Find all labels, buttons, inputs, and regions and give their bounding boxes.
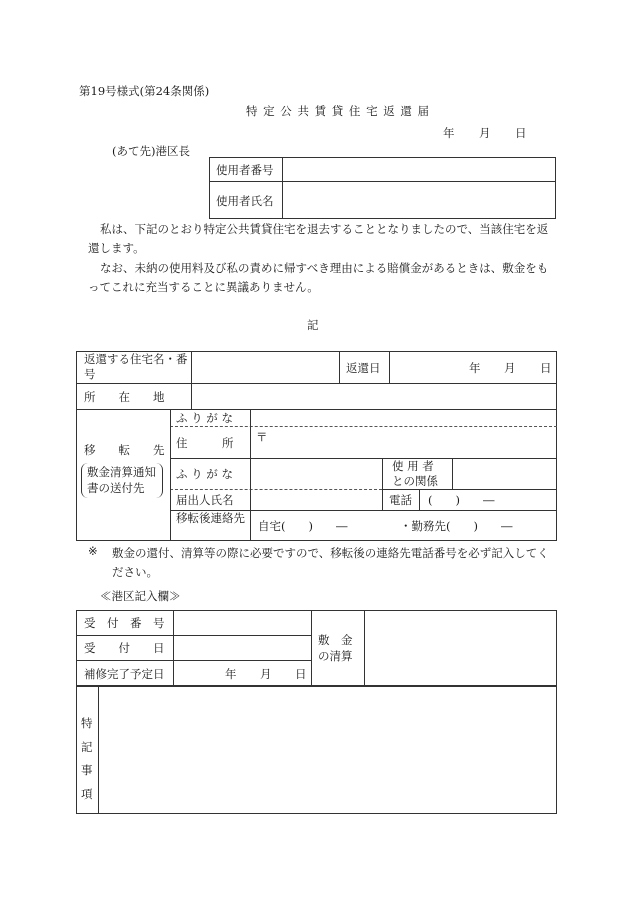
date-day-label: 日: [515, 126, 527, 140]
deposit-settlement-label: 敷 金 の清算: [318, 633, 353, 663]
relationship-field[interactable]: [455, 460, 554, 487]
body-paragraph-1: [88, 220, 558, 258]
location-field[interactable]: [194, 385, 554, 407]
repair-date-label: 補修完了予定日: [84, 667, 165, 681]
body-paragraph-2: [88, 259, 558, 297]
addressee: (あて先)港区長: [112, 144, 190, 158]
postal-mark: 〒: [256, 430, 268, 444]
repair-date-day-label: 日: [295, 667, 307, 681]
user-name-label: 使用者氏名: [216, 194, 274, 208]
return-housing-field[interactable]: [194, 352, 337, 382]
date-year-label: 年: [443, 126, 455, 140]
repair-date-month-label: 月: [260, 667, 272, 681]
receipt-number-label: 受 付 番 号: [84, 616, 165, 630]
address-label: 住 所: [176, 436, 234, 450]
form-number: 第19号様式(第24条関係): [79, 84, 210, 98]
note-text: 敷金の還付、清算等の際に必要ですので、移転後の連絡先電話番号を必ず記入してください。: [112, 546, 549, 579]
form-title: 特 定 公 共 賃 貸 住 宅 返 還 届: [246, 104, 431, 118]
receipt-number-field[interactable]: [176, 612, 308, 633]
furigana-label-2: ふ り が な: [176, 467, 233, 481]
user-number-field[interactable]: [284, 158, 554, 180]
relationship-label: 使 用 者 との関係: [392, 459, 438, 488]
repair-date-year-label: 年: [225, 667, 237, 681]
work-phone-field[interactable]: ・勤務先( ) ―: [400, 519, 513, 533]
address-field[interactable]: [270, 428, 554, 456]
date-month-label: 月: [479, 126, 491, 140]
special-notes-label: 特記事項: [81, 716, 93, 801]
home-phone-field[interactable]: 自宅( ) ―: [258, 519, 348, 533]
return-date-day-label: 日: [540, 361, 552, 375]
address-furigana-field[interactable]: [254, 410, 554, 425]
body-paragraph-2-text: なお、未納の使用料及び私の責めに帰すべき理由による賠償金があるときは、敷金をもってこれに充当することに異議ありません。: [88, 261, 549, 294]
contact-label: 移転後連絡先: [176, 511, 245, 525]
receipt-date-field[interactable]: [176, 637, 308, 658]
forwarding-label: 移 転 先: [84, 443, 165, 457]
note-mark: ※: [88, 544, 98, 558]
applicant-name-field[interactable]: [254, 491, 380, 508]
user-name-field[interactable]: [284, 183, 554, 217]
receipt-date-label: 受 付 日: [84, 641, 165, 655]
furigana-label-1: ふ り が な: [176, 411, 233, 425]
ki-heading: 記: [307, 318, 319, 332]
applicant-name-label: 届出人氏名: [176, 493, 234, 507]
forwarding-sub-label: 敷金清算通知書の送付先: [87, 465, 156, 495]
return-date-year-label: 年: [469, 361, 481, 375]
deposit-settlement-field[interactable]: [367, 612, 554, 684]
return-housing-label: 返還する住宅名・番号: [84, 352, 188, 381]
applicant-furigana-field[interactable]: [254, 460, 380, 487]
location-label: 所 在 地: [84, 390, 165, 404]
phone-field[interactable]: ( ) ―: [428, 493, 495, 507]
return-date-month-label: 月: [504, 361, 516, 375]
user-number-label: 使用者番号: [216, 163, 274, 177]
body-paragraph-1-text: 私は、下記のとおり特定公共賃貸住宅を退去することとなりましたので、当該住宅を返還します。: [88, 222, 549, 255]
return-date-label: 返還日: [346, 361, 381, 375]
office-section-heading: ≪港区記入欄≫: [100, 589, 181, 603]
special-notes-field[interactable]: [101, 688, 554, 812]
phone-label: 電話: [389, 493, 412, 507]
